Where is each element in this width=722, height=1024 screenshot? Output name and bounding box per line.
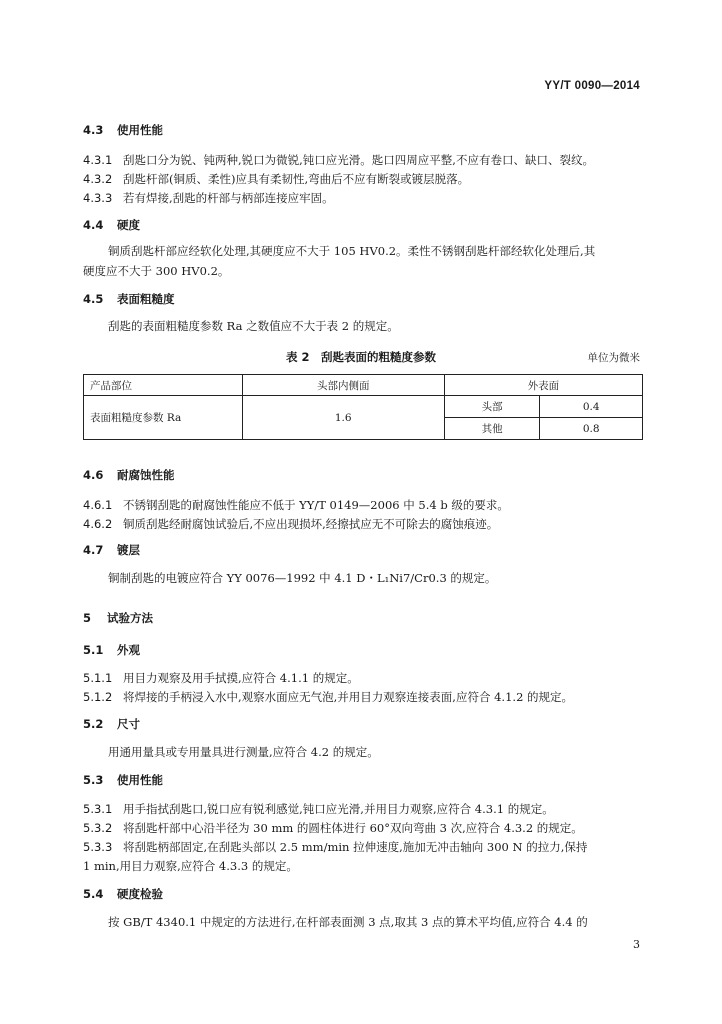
heading-5-4 <box>83 886 163 902</box>
paragraph-4-5: 刮匙的表面粗糙度参数 Ra 之数值应不大于表 2 的规定。 <box>108 319 399 333</box>
clause-number: 5.3.1 <box>83 802 113 816</box>
clause-number: 5.3.3 <box>83 840 113 854</box>
heading-5-1 <box>83 642 140 658</box>
heading-4-5 <box>83 291 175 307</box>
section-title: 使用性能 <box>117 773 163 787</box>
section-number: 4.5 <box>83 292 104 306</box>
heading-4-3 <box>83 122 163 138</box>
paragraph-5-4: 按 GB/T 4340.1 中规定的方法进行,在杆部表面测 3 点,取其 3 点的算术平均值,应符合 4.4 的 <box>108 915 588 929</box>
clause-text: 用手指拭刮匙口,锐口应有锐利感觉,钝口应光滑,并用目力观察,应符合 4.3.1 的规定。 <box>123 802 554 816</box>
clause-4-3-1 <box>83 152 594 168</box>
outer-label-head: 头部 <box>444 396 540 418</box>
clause-4-6-2 <box>83 516 498 532</box>
section-number: 5 <box>83 611 92 625</box>
clause-5-1-1 <box>83 670 359 686</box>
clause-4-6-1 <box>83 497 509 513</box>
clause-4-3-3 <box>83 190 334 206</box>
heading-4-6 <box>83 467 175 483</box>
clause-number: 4.3.1 <box>83 153 113 167</box>
section-title: 硬度 <box>117 218 140 232</box>
clause-text: 刮匙杆部(铜质、柔性)应具有柔韧性,弯曲后不应有断裂或镀层脱落。 <box>123 172 470 186</box>
paragraph-5-2: 用通用量具或专用量具进行测量,应符合 4.2 的规定。 <box>108 745 379 759</box>
roughness-table <box>83 374 643 440</box>
table-caption: 表 2 刮匙表面的粗糙度参数 <box>285 350 436 364</box>
section-number: 4.7 <box>83 543 104 557</box>
heading-4-7 <box>83 542 140 558</box>
heading-5 <box>83 610 153 626</box>
clause-5-3-3-continuation: 1 min,用目力观察,应符合 4.3.3 的规定。 <box>83 859 298 873</box>
section-title: 镀层 <box>117 543 140 557</box>
table-unit: 单位为微米 <box>587 352 640 364</box>
clause-5-3-3 <box>83 839 587 855</box>
clause-text: 不锈钢刮匙的耐腐蚀性能应不低于 YY/T 0149—2006 中 5.4 b 级的要求。 <box>123 498 509 512</box>
section-title: 尺寸 <box>117 717 140 731</box>
section-number: 4.4 <box>83 218 104 232</box>
clause-text: 铜质刮匙经耐腐蚀试验后,不应出现损坏,经擦拭应无不可除去的腐蚀痕迹。 <box>123 517 499 531</box>
clause-4-3-2 <box>83 171 469 187</box>
clause-text: 将焊接的手柄浸入水中,观察水面应无气泡,并用目力观察连接表面,应符合 4.1.2 的规定。 <box>123 690 574 704</box>
outer-value-head: 0.4 <box>540 396 643 418</box>
section-number: 5.3 <box>83 773 104 787</box>
clause-text: 用目力观察及用手拭摸,应符合 4.1.1 的规定。 <box>123 671 359 685</box>
clause-5-3-2 <box>83 820 583 836</box>
section-title: 耐腐蚀性能 <box>117 468 175 482</box>
section-number: 5.1 <box>83 643 104 657</box>
row-label: 表面粗糙度参数 Ra <box>84 396 243 440</box>
clause-5-1-2 <box>83 689 573 705</box>
paragraph-4-4-line-2: 硬度应不大于 300 HV0.2。 <box>83 264 230 278</box>
clause-number: 4.6.1 <box>83 498 113 512</box>
paragraph-4-4-line-1: 铜质刮匙杆部应经软化处理,其硬度应不大于 105 HV0.2。柔性不锈钢刮匙杆部经软化处理后,其 <box>108 244 596 258</box>
heading-5-2 <box>83 716 140 732</box>
clause-number: 5.3.2 <box>83 821 113 835</box>
clause-number: 4.3.3 <box>83 191 113 205</box>
heading-4-4 <box>83 217 140 233</box>
clause-number: 4.3.2 <box>83 172 113 186</box>
section-number: 5.4 <box>83 887 104 901</box>
clause-text: 若有焊接,刮匙的杆部与柄部连接应牢固。 <box>123 191 334 205</box>
standard-number: YY/T 0090—2014 <box>544 80 640 92</box>
section-title: 试验方法 <box>107 611 153 625</box>
header-outer: 外表面 <box>444 375 642 396</box>
clause-text: 将刮匙柄部固定,在刮匙头部以 2.5 mm/min 拉伸速度,施加无冲击轴向 300 N 的拉力,保持 <box>123 840 588 854</box>
section-title: 硬度检验 <box>117 887 163 901</box>
clause-5-3-1 <box>83 801 554 817</box>
clause-text: 将刮匙杆部中心沿半径为 30 mm 的圆柱体进行 60°双向弯曲 3 次,应符合 4.3.2 的规定。 <box>123 821 583 835</box>
header-part: 产品部位 <box>84 375 243 396</box>
outer-value-other: 0.8 <box>540 418 643 440</box>
clause-text: 刮匙口分为锐、钝两种,锐口为微锐,钝口应光滑。匙口四周应平整,不应有卷口、缺口、裂纹。 <box>123 153 594 167</box>
section-title: 使用性能 <box>117 123 163 137</box>
clause-number: 5.1.1 <box>83 671 113 685</box>
table-header-row <box>84 375 643 396</box>
heading-5-3 <box>83 772 163 788</box>
clause-number: 4.6.2 <box>83 517 113 531</box>
page-number: 3 <box>633 938 640 951</box>
section-number: 4.6 <box>83 468 104 482</box>
section-title: 外观 <box>117 643 140 657</box>
inner-value: 1.6 <box>242 396 444 440</box>
outer-label-other: 其他 <box>444 418 540 440</box>
section-number: 5.2 <box>83 717 104 731</box>
section-number: 4.3 <box>83 123 104 137</box>
section-title: 表面粗糙度 <box>117 292 175 306</box>
clause-number: 5.1.2 <box>83 690 113 704</box>
paragraph-4-7: 铜制刮匙的电镀应符合 YY 0076—1992 中 4.1 D・L₁Ni7/Cr0.3 的规定。 <box>108 571 497 585</box>
header-inner: 头部内侧面 <box>242 375 444 396</box>
table-row <box>84 396 643 418</box>
